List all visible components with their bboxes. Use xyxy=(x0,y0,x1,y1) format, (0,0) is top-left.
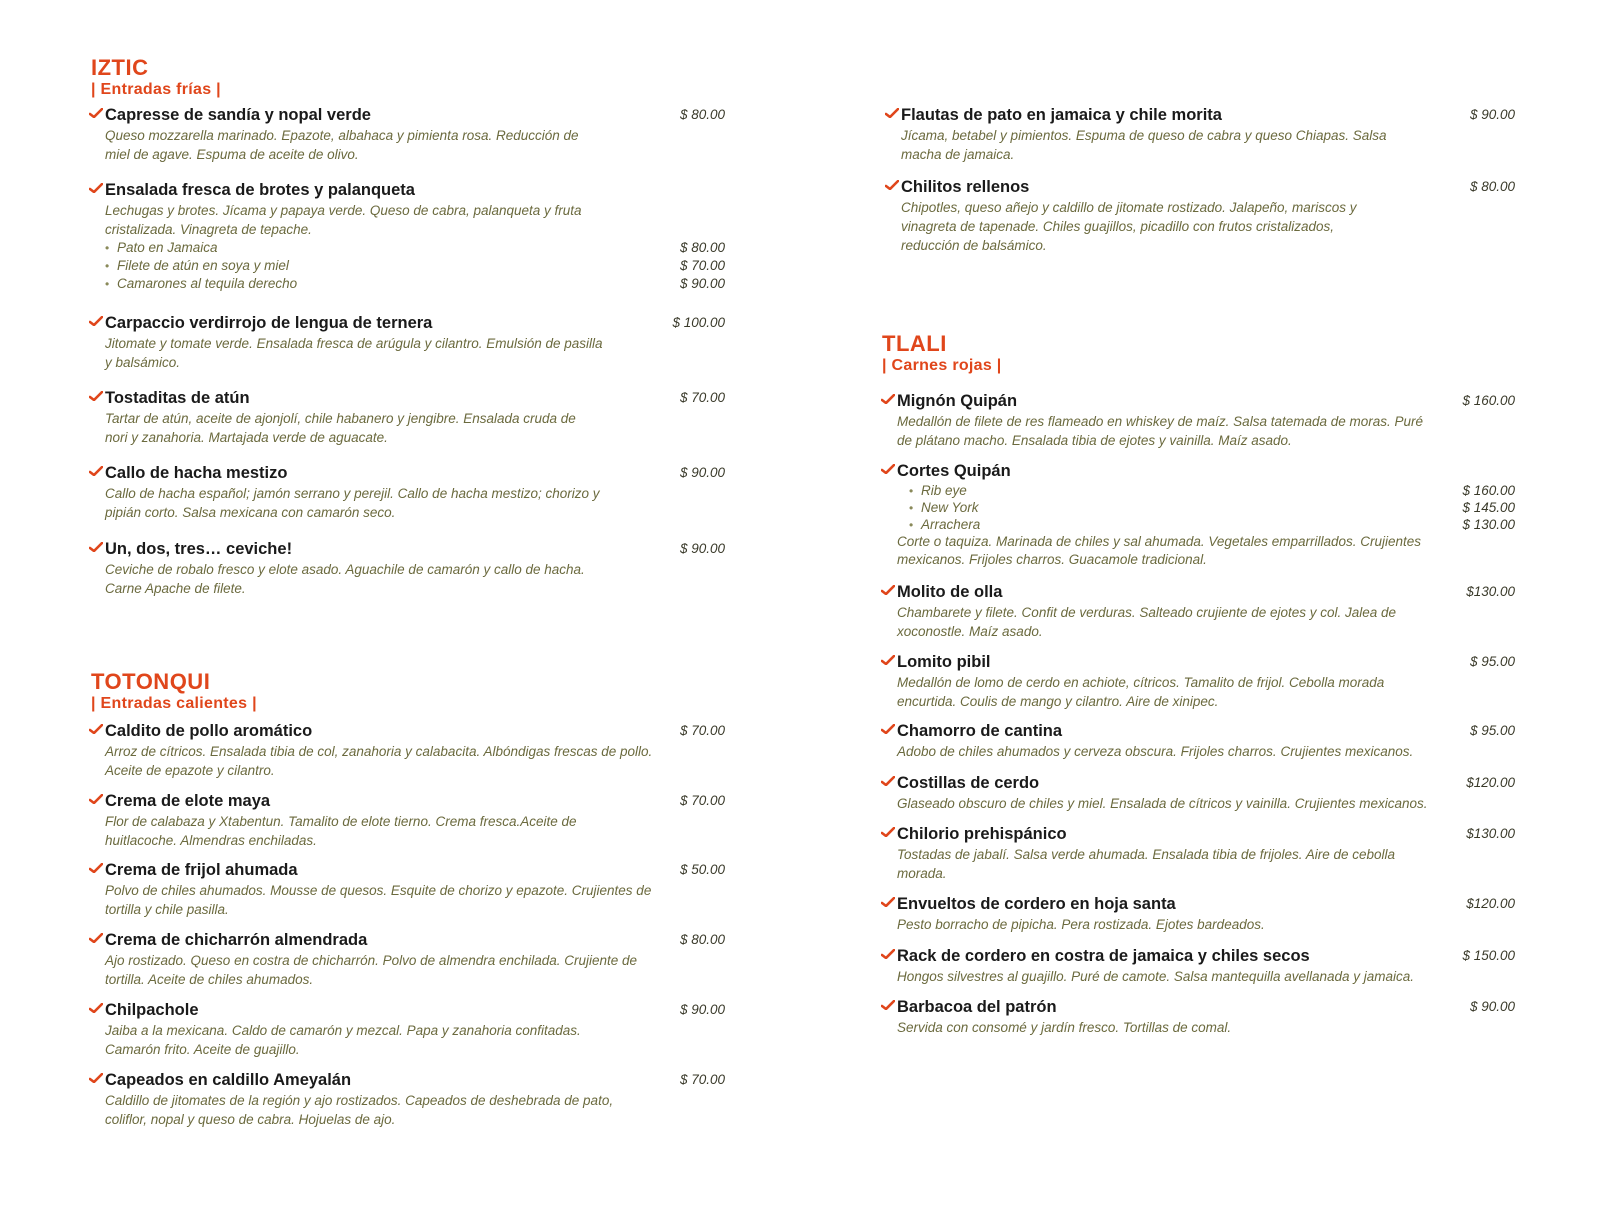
option-label: Camarones al tequila derecho xyxy=(117,276,298,291)
orange-tick-icon xyxy=(89,542,103,552)
orange-tick-icon xyxy=(881,585,895,595)
orange-tick-icon xyxy=(885,108,899,118)
menu-item xyxy=(105,720,725,780)
orange-tick-icon xyxy=(881,827,895,837)
item-name: Capresse de sandía y nopal verde xyxy=(105,106,371,124)
item-description: Lechugas y brotes. Jícama y papaya verde. Queso de cabra, palanqueta y fruta cristalizada. Vinagreta de tepache. xyxy=(105,203,582,237)
item-description: Callo de hacha español; jamón serrano y perejil. Callo de hacha mestizo; chorizo y pipián corto. Salsa mexicana con camarón seco. xyxy=(105,486,600,520)
bullet-icon: • xyxy=(105,259,110,273)
item-price: $ 150.00 xyxy=(1462,948,1515,963)
orange-tick-icon xyxy=(89,933,103,943)
item-name: Molito de olla xyxy=(897,583,1003,601)
item-option xyxy=(105,257,725,275)
orange-tick-icon xyxy=(89,863,103,873)
orange-tick-icon xyxy=(885,180,899,190)
item-price: $ 100.00 xyxy=(672,315,725,330)
item-name: Barbacoa del patrón xyxy=(897,998,1057,1016)
item-description: Chambarete y filete. Confit de verduras. Salteado crujiente de ejotes y col. Jalea de xoconostle. Maíz asado. xyxy=(897,605,1397,639)
menu-item xyxy=(897,651,1521,711)
option-price: $ 130.00 xyxy=(1462,517,1515,532)
menu-item xyxy=(897,460,1521,569)
item-description: Tostadas de jabalí. Salsa verde ahumada. Ensalada tibia de frijoles. Aire de cebolla morada. xyxy=(897,847,1396,881)
orange-tick-icon xyxy=(881,464,895,474)
item-description: Flor de calabaza y Xtabentun. Tamalito de elote tierno. Crema fresca.Aceite de huitlacoche. Almendras enchiladas. xyxy=(105,814,577,848)
item-option xyxy=(105,275,725,293)
menu-item xyxy=(897,996,1521,1037)
item-name: Chilitos rellenos xyxy=(901,178,1030,196)
menu-item xyxy=(105,179,725,293)
item-price: $ 50.00 xyxy=(679,862,725,877)
menu-item xyxy=(897,390,1521,450)
item-description: Adobo de chiles ahumados y cerveza obscura. Frijoles charros. Crujientes mexicanos. xyxy=(897,744,1414,759)
item-name: Tostaditas de atún xyxy=(105,389,250,407)
item-price: $ 70.00 xyxy=(679,793,725,808)
item-description: Medallón de filete de res flameado en whiskey de maíz. Salsa tatemada de moras. Puré de plátano macho. Ensalada tibia de ejotes y vainilla. Maíz asado. xyxy=(897,414,1424,448)
item-name: Mignón Quipán xyxy=(897,392,1018,410)
menu-item xyxy=(105,312,725,372)
menu-item xyxy=(105,104,725,164)
item-name: Capeados en caldillo Ameyalán xyxy=(105,1071,352,1089)
item-description: Caldillo de jitomates de la región y ajo rostizados. Capeados de deshebrada de pato, coliflor, nopal y queso de cabra. Hojuelas de ajo. xyxy=(105,1093,614,1127)
item-price: $ 90.00 xyxy=(1469,107,1515,122)
section-title: TOTONQUI xyxy=(91,669,211,694)
item-price: $ 90.00 xyxy=(679,1002,725,1017)
item-price: $ 160.00 xyxy=(1462,393,1515,408)
bullet-icon: • xyxy=(909,484,914,498)
option-price: $ 90.00 xyxy=(679,276,725,291)
item-name: Chamorro de cantina xyxy=(897,722,1063,740)
orange-tick-icon xyxy=(881,1000,895,1010)
item-description: Jaiba a la mexicana. Caldo de camarón y mezcal. Papa y zanahoria confitadas. Camarón frito. Aceite de guajillo. xyxy=(105,1023,581,1057)
item-description: Chipotles, queso añejo y caldillo de jitomate rostizado. Jalapeño, mariscos y vinagreta de tapenade. Chiles guajillos, picadillo con frutos cristalizados, reducción de balsámico. xyxy=(901,200,1357,253)
menu-item xyxy=(105,999,725,1059)
section-iztic xyxy=(91,56,221,107)
option-label: Arrachera xyxy=(921,517,981,532)
orange-tick-icon xyxy=(881,949,895,959)
item-price: $ 90.00 xyxy=(679,541,725,556)
option-label: Rib eye xyxy=(921,483,967,498)
item-price: $ 80.00 xyxy=(679,107,725,122)
item-description: Tartar de atún, aceite de ajonjolí, chile habanero y jengibre. Ensalada cruda de nori y zanahoria. Martajada verde de aguacate. xyxy=(105,411,576,445)
section-title: TLALI xyxy=(882,331,947,356)
bullet-icon: • xyxy=(105,277,110,291)
item-price: $ 70.00 xyxy=(679,723,725,738)
section-subtitle: | Entradas frías | xyxy=(91,81,221,98)
item-option xyxy=(909,499,1521,516)
item-name: Crema de elote maya xyxy=(105,792,271,810)
item-description: Corte o taquiza. Marinada de chiles y sal ahumada. Vegetales emparrillados. Crujientes mexicanos. Frijoles charros. Guacamole tradicional. xyxy=(897,534,1422,567)
item-price: $ 70.00 xyxy=(679,1072,725,1087)
item-name: Ensalada fresca de brotes y palanqueta xyxy=(105,181,415,199)
menu-item xyxy=(105,1069,725,1129)
option-price: $ 160.00 xyxy=(1462,483,1515,498)
section-subtitle: | Entradas calientes | xyxy=(91,695,257,712)
menu-item xyxy=(897,823,1521,883)
item-name: Chilorio prehispánico xyxy=(897,825,1067,843)
item-name: Callo de hacha mestizo xyxy=(105,464,288,482)
item-name: Flautas de pato en jamaica y chile morita xyxy=(901,106,1222,124)
bullet-icon: • xyxy=(105,241,110,255)
menu-item xyxy=(897,945,1521,986)
orange-tick-icon xyxy=(89,316,103,326)
section-tlali xyxy=(882,332,1002,383)
orange-tick-icon xyxy=(89,794,103,804)
menu-item xyxy=(897,581,1521,641)
item-description: Jitomate y tomate verde. Ensalada fresca de arúgula y cilantro. Emulsión de pasilla y balsámico. xyxy=(105,336,603,370)
orange-tick-icon xyxy=(89,183,103,193)
item-option xyxy=(909,516,1521,533)
bullet-icon: • xyxy=(909,518,914,532)
item-name: Envueltos de cordero en hoja santa xyxy=(897,895,1176,913)
menu-item xyxy=(901,176,1521,255)
item-option xyxy=(909,482,1521,499)
orange-tick-icon xyxy=(881,655,895,665)
item-name: Caldito de pollo aromático xyxy=(105,722,313,740)
bullet-icon: • xyxy=(909,501,914,515)
menu-item xyxy=(901,104,1521,164)
item-price: $ 70.00 xyxy=(679,390,725,405)
item-price: $ 80.00 xyxy=(679,932,725,947)
item-price: $120.00 xyxy=(1466,775,1515,790)
item-description: Ajo rostizado. Queso en costra de chicharrón. Polvo de almendra enchilada. Crujiente de tortilla. Aceite de chiles ahumados. xyxy=(105,953,638,987)
item-name: Rack de cordero en costra de jamaica y chiles secos xyxy=(897,947,1310,965)
option-label: New York xyxy=(921,500,979,515)
item-name: Chilpachole xyxy=(105,1001,199,1019)
orange-tick-icon xyxy=(881,897,895,907)
item-name: Crema de chicharrón almendrada xyxy=(105,931,368,949)
item-price: $ 80.00 xyxy=(1469,179,1515,194)
section-totonqui xyxy=(91,670,257,721)
section-subtitle: | Carnes rojas | xyxy=(882,357,1002,374)
menu-item xyxy=(105,462,725,522)
item-option xyxy=(105,239,725,257)
item-description: Polvo de chiles ahumados. Mousse de quesos. Esquite de chorizo y epazote. Crujientes de tortilla y chile pasilla. xyxy=(105,883,652,917)
orange-tick-icon xyxy=(881,776,895,786)
item-price: $ 95.00 xyxy=(1469,723,1515,738)
option-price: $ 80.00 xyxy=(679,240,725,255)
item-name: Crema de frijol ahumada xyxy=(105,861,298,879)
item-description: Glaseado obscuro de chiles y miel. Ensalada de cítricos y vainilla. Crujientes mexicanos. xyxy=(897,796,1428,811)
item-name: Costillas de cerdo xyxy=(897,774,1040,792)
menu-item xyxy=(897,720,1521,761)
orange-tick-icon xyxy=(89,1003,103,1013)
item-description: Ceviche de robalo fresco y elote asado. Aguachile de camarón y callo de hacha. Carne Apache de filete. xyxy=(105,562,585,596)
item-description: Jícama, betabel y pimientos. Espuma de queso de cabra y queso Chiapas. Salsa macha de jamaica. xyxy=(901,128,1387,162)
item-description: Queso mozzarella marinado. Epazote, albahaca y pimienta rosa. Reducción de miel de agave. Espuma de aceite de olivo. xyxy=(105,128,579,162)
menu-item xyxy=(105,387,725,447)
item-price: $120.00 xyxy=(1466,896,1515,911)
menu-item xyxy=(105,859,725,919)
orange-tick-icon xyxy=(881,394,895,404)
orange-tick-icon xyxy=(89,1073,103,1083)
item-description: Arroz de cítricos. Ensalada tibia de col, zanahoria y calabacita. Albóndigas frescas de pollo. Aceite de epazote y cilantro. xyxy=(105,744,653,778)
option-label: Pato en Jamaica xyxy=(117,240,218,255)
item-name: Un, dos, tres… ceviche! xyxy=(105,540,293,558)
menu-item xyxy=(897,893,1521,934)
item-description: Servida con consomé y jardín fresco. Tortillas de comal. xyxy=(897,1020,1232,1035)
orange-tick-icon xyxy=(881,724,895,734)
item-description: Pesto borracho de pipicha. Pera rostizada. Ejotes bardeados. xyxy=(897,917,1265,932)
option-price: $ 70.00 xyxy=(679,258,725,273)
item-name: Lomito pibil xyxy=(897,653,991,671)
item-name: Carpaccio verdirrojo de lengua de ternera xyxy=(105,314,433,332)
orange-tick-icon xyxy=(89,466,103,476)
menu-item xyxy=(105,790,725,850)
item-price: $ 90.00 xyxy=(679,465,725,480)
orange-tick-icon xyxy=(89,724,103,734)
orange-tick-icon xyxy=(89,108,103,118)
menu-item xyxy=(105,929,725,989)
orange-tick-icon xyxy=(89,391,103,401)
menu-item xyxy=(105,538,725,598)
item-price: $ 90.00 xyxy=(1469,999,1515,1014)
item-description: Hongos silvestres al guajillo. Puré de camote. Salsa mantequilla avellanada y jamaica. xyxy=(897,969,1415,984)
item-description: Medallón de lomo de cerdo en achiote, cítricos. Tamalito de frijol. Cebolla morada encurtida. Coulis de mango y cilantro. Aire de xinipec. xyxy=(897,675,1385,709)
menu-item xyxy=(897,772,1521,813)
item-name: Cortes Quipán xyxy=(897,462,1011,480)
item-price: $ 95.00 xyxy=(1469,654,1515,669)
item-price: $130.00 xyxy=(1466,584,1515,599)
item-price: $130.00 xyxy=(1466,826,1515,841)
section-title: IZTIC xyxy=(91,55,149,80)
option-price: $ 145.00 xyxy=(1462,500,1515,515)
option-label: Filete de atún en soya y miel xyxy=(117,258,289,273)
